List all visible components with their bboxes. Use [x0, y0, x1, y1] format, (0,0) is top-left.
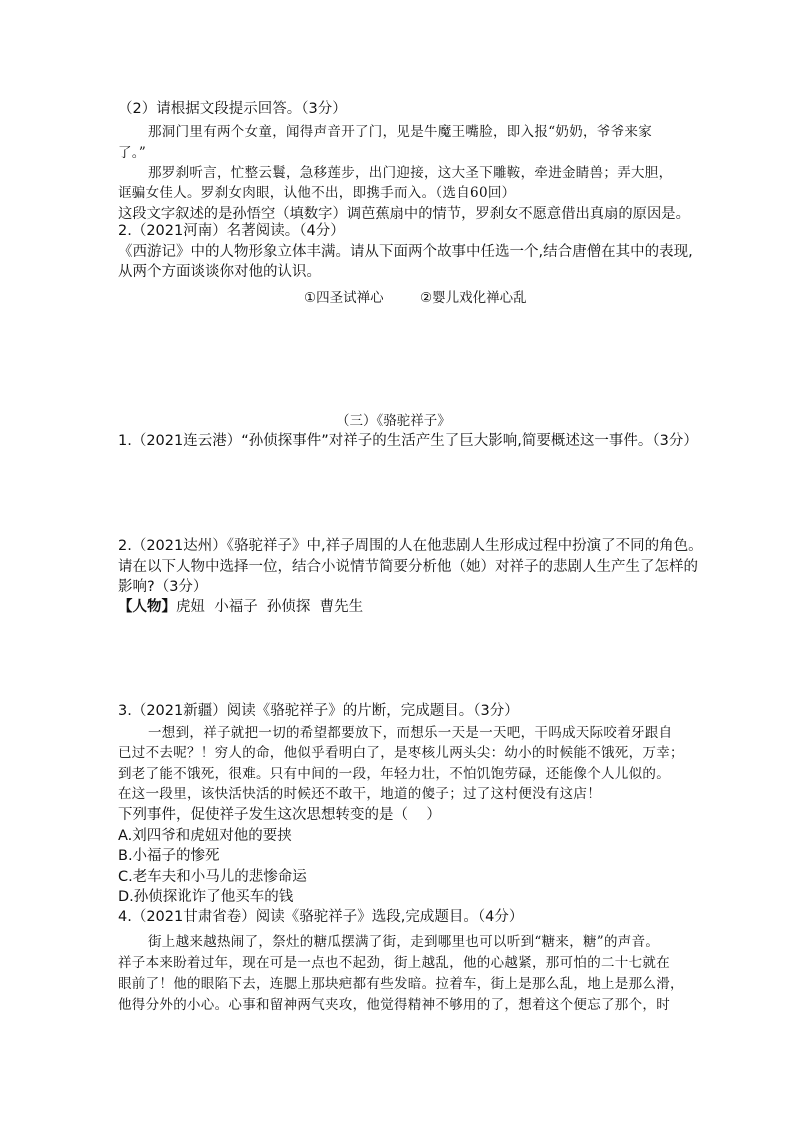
question-text: 请在以下人物中选择一位，结合小说情节简要分析他（她）对祥子的悲剧人生产生了怎样的: [118, 559, 698, 575]
passage-line: 眼前了！他的眼陷下去，连腮上那块疤都有些发暗。拉着车，街上是那么乱，地上是那么滑，: [118, 976, 684, 992]
story-option: ②婴儿戏化禅心乱: [420, 290, 527, 306]
question-text: 《西游记》中的人物形象立体丰满。请从下面两个故事中任选一个,结合唐僧在其中的表现,: [118, 244, 693, 260]
question-header: 4.（2021甘肃省卷）阅读《骆驼祥子》选段,完成题目。（4分）: [118, 909, 524, 925]
character-list: [118, 597, 363, 617]
passage-line: 了。”: [118, 145, 147, 161]
passage-line: 在这一段里，该快活快活的时候还不敢干，地道的傻子；过了这村便没有这店！: [118, 786, 601, 802]
section-title: （三）《骆驼祥子》: [336, 413, 451, 429]
question-header: 2.（2021河南）名著阅读。（4分）: [118, 223, 345, 239]
character-names: 虎妞 小福子 孙侦探 曹先生: [176, 599, 364, 615]
passage-line: 那洞门里有两个女童，闻得声音开了门，见是牛魔王嘴脸，即入报“奶奶，爷爷来家: [148, 124, 653, 140]
choice-c: C.老车夫和小马儿的悲惨命运: [118, 869, 307, 885]
choice-d: D.孙侦探讹诈了他买车的钱: [118, 889, 294, 905]
question-text: 影响?（3分）: [118, 579, 208, 595]
question-header: 1.（2021连云港）“孙侦探事件”对祥子的生活产生了巨大影响,简要概述这一事件。（3分）: [118, 433, 698, 449]
question-text: 从两个方面谈谈你对他的认识。: [118, 264, 321, 280]
story-option: ①四圣试禅心: [304, 290, 384, 306]
choice-b: B.小福子的惨死: [118, 848, 220, 864]
multiple-choice-question: 下列事件，促使祥子发生这次思想转变的是（ ）: [118, 807, 441, 823]
passage-line: 他得分外的小心。心事和留神两气夹攻，他觉得精神不够用的了，想着这个便忘了那个，时: [118, 997, 670, 1013]
passage-line: 到老了能不饿死，很难。只有中间的一段，年轻力壮，不怕饥饱劳碌，还能像个人儿似的。: [118, 766, 670, 782]
passage-line: 祥子本来盼着过年，现在可是一点也不起劲，街上越乱，他的心越紧，那可怕的二十七就在: [118, 955, 670, 971]
passage-line: 街上越来越热闹了，祭灶的糖瓜摆满了街，走到哪里也可以听到“糖来，糖”的声音。: [148, 934, 660, 950]
passage-line: 已过不去呢？！穷人的命，他似乎看明白了，是枣核儿两头尖：幼小的时候能不饿死，万幸；: [118, 745, 684, 761]
fill-in-question: 这段文字叙述的是孙悟空（填数字）调芭蕉扇中的情节，罗刹女不愿意借出真扇的原因是。: [118, 206, 690, 222]
question-text: 2.（2021达州）《骆驼祥子》中,祥子周围的人在他悲剧人生形成过程中扮演了不同的角色。: [118, 538, 703, 554]
passage-line: 一想到，祥子就把一切的希望都要放下，而想乐一天是一天吧，干吗成天际咬着牙跟自: [148, 725, 673, 741]
passage-line: 那罗刹听言，忙整云鬟，急移莲步，出门迎接，这大圣下雕鞍，牵进金睛兽；弄大胆，: [148, 165, 673, 181]
question-header: 3.（2021新疆）阅读《骆驼祥子》的片断，完成题目。（3分）: [118, 703, 519, 719]
character-list-label: 【人物】: [118, 599, 176, 615]
question-prompt: （2）请根据文段提示回答。（3分）: [118, 101, 347, 117]
choice-a: A.刘四爷和虎妞对他的要挟: [118, 828, 292, 844]
passage-line: 诓骗女佳人。罗刹女肉眼，认他不出，即携手而入。（选自60回）: [118, 185, 516, 201]
